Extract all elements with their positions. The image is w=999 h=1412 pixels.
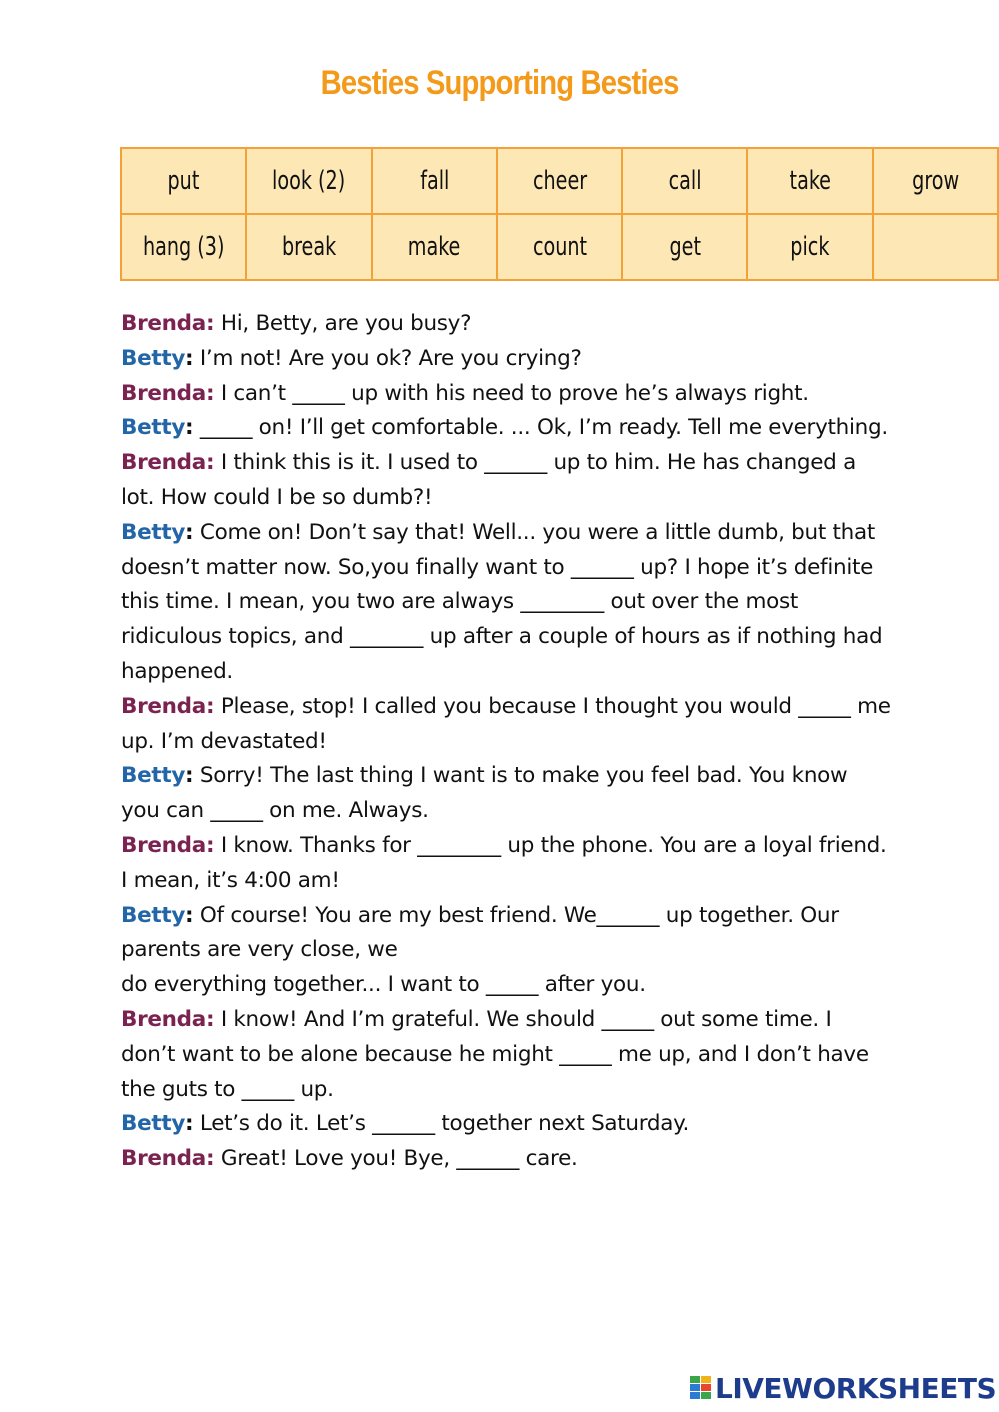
dialogue-line [121,690,891,760]
speaker-name: Betty [121,519,186,545]
speaker-colon: : [205,832,215,858]
word-bank-row [121,148,998,214]
dialogue-line [121,1003,891,1107]
speaker-colon: : [205,1146,215,1172]
dialogue [121,307,891,1177]
dialogue-text: Sorry! The last thing I want is to make you feel bad. You know you can _____ on me. Always. [121,763,848,824]
word-bank-cell-empty [873,214,998,280]
dialogue-line [121,1142,891,1177]
logo-text: LIVEWORKSHEETS [715,1371,997,1405]
dialogue-line [121,1107,891,1142]
word-bank-cell: fall [372,148,497,214]
dialogue-text: I think this is it. I used to ______ up to him. He has changed a lot. How could I be so dumb?! [121,450,856,510]
speaker-colon: : [185,519,194,545]
word-bank-cell: take [747,148,872,214]
dialogue-text: Please, stop! I called you because I thought you would _____ me up. I’m devastated! [121,693,891,754]
word-bank-cell: cheer [497,148,622,214]
speaker-name: Betty [121,345,186,371]
worksheet-title: Besties Supporting Besties [320,64,679,102]
speaker-name: Brenda [121,450,206,476]
speaker-name: Betty [121,415,186,441]
word-bank-cell: call [622,148,747,214]
dialogue-line [121,516,891,690]
speaker-name: Betty [121,763,186,789]
dialogue-line [121,307,891,342]
dialogue-text: Hi, Betty, are you busy? [214,311,472,336]
speaker-name: Brenda [121,311,206,336]
dialogue-text: _____ on! I’ll get comfortable. ... Ok, I’m ready. Tell me everything. [193,415,888,441]
dialogue-text: I know! And I’m grateful. We should _____ out some time. I don’t want to be alone because he might _____ me up, and I don’t have the guts to _____ up. [121,1006,869,1102]
word-bank-cell: count [497,214,622,280]
speaker-colon: : [205,693,215,719]
word-bank-cell: put [121,148,246,214]
speaker-colon: : [205,380,215,406]
speaker-colon: : [205,1006,215,1032]
word-bank-table [120,147,999,281]
speaker-colon: : [205,450,215,476]
speaker-colon: : [185,345,194,371]
speaker-name: Brenda [121,693,206,719]
speaker-colon: : [185,763,194,789]
dialogue-line [121,342,891,377]
dialogue-text: I can’t _____ up with his need to prove he’s always right. [214,380,809,406]
dialogue-text: I’m not! Are you ok? Are you crying? [193,345,582,371]
word-bank-cell: make [372,214,497,280]
speaker-colon: : [185,902,194,928]
speaker-colon: : [185,1111,194,1137]
speaker-name: Brenda [121,380,206,406]
dialogue-text: I know. Thanks for ________ up the phone. You are a loyal friend. I mean, it’s 4:00 am! [121,832,887,893]
word-bank-cell: break [246,214,371,280]
dialogue-line [121,899,891,1003]
word-bank-cell: pick [747,214,872,280]
dialogue-line [121,446,891,516]
liveworksheets-logo [690,1370,996,1406]
dialogue-text: Great! Love you! Bye, ______ care. [214,1146,578,1172]
dialogue-text: Come on! Don’t say that! Well... you were a little dumb, but that doesn’t matter now. So,you finally want to ______ up? I hope it’s definite this time. I mean, you two are always ________ out over the most ridiculous topics, and _______ up after a couple of hours as if nothing had happened. [121,519,883,684]
speaker-colon: : [205,311,215,336]
dialogue-line [121,377,891,412]
dialogue-line [121,411,891,446]
speaker-colon: : [185,415,194,441]
dialogue-line [121,759,891,829]
word-bank-cell: look (2) [246,148,371,214]
speaker-name: Betty [121,1111,186,1137]
speaker-name: Brenda [121,1006,206,1032]
speaker-name: Betty [121,902,186,928]
dialogue-text: Of course! You are my best friend. We______ up together. Our parents are very close, we do everything together... I want to _____ after you. [121,902,839,998]
dialogue-line [121,829,891,899]
speaker-name: Brenda [121,832,206,858]
liveworksheets-logo-icon [690,1376,712,1400]
word-bank-row [121,214,998,280]
dialogue-text: Let’s do it. Let’s ______ together next Saturday. [193,1111,690,1137]
word-bank-cell: get [622,214,747,280]
word-bank-cell: hang (3) [121,214,246,280]
word-bank-cell: grow [873,148,998,214]
speaker-name: Brenda [121,1146,206,1172]
